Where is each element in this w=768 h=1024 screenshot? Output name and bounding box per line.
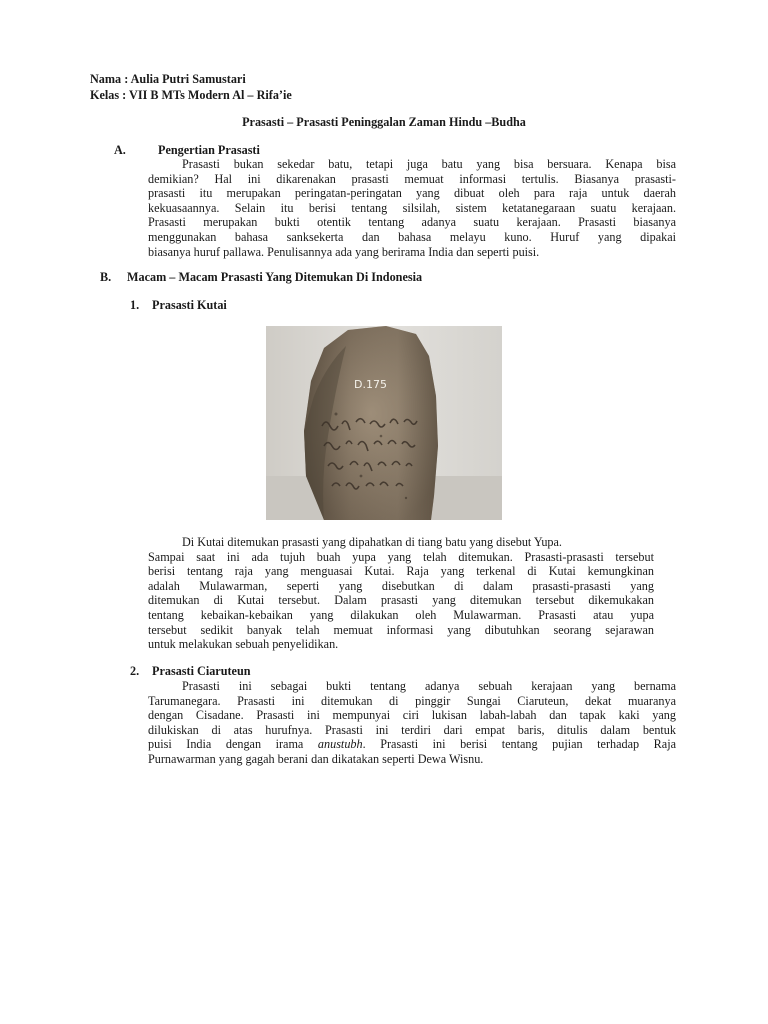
paragraph-line: Tarumanegara. Prasasti ini ditemukan di pinggir Sungai Ciaruteun, dekat muaranya — [148, 693, 676, 708]
item-2-paragraph — [148, 679, 676, 767]
section-a-heading: Pengertian Prasasti — [158, 143, 260, 157]
paragraph-line: tentang kebaikan-kebaikan yang dilakukan oleh Mulawarman. Prasasti atau yupa — [148, 607, 654, 622]
paragraph-line: prasasti itu merupakan peringatan-peringatan yang dibuat oleh para raja untuk daerah — [148, 186, 676, 201]
line-text: puisi India dengan irama — [148, 737, 318, 752]
photo-label: D.175 — [354, 378, 387, 391]
item-1-number: 1. — [130, 298, 140, 312]
paragraph-line: kekuasaannya. Selain itu berisi tentang silsilah, sistem ketatanegaraan suatu kerajaan. — [148, 200, 676, 215]
paragraph-line: biasanya huruf pallawa. Penulisannya ada yang berirama India dan seperti puisi. — [148, 244, 540, 259]
paragraph-line: ditemukan di Kutai tersebut. Dalam prasasti yang ditemukan tersebut dikemukakan — [148, 593, 654, 608]
meter-name: anustubh — [317, 737, 363, 752]
paragraph-line: Prasasti ini sebagai bukti tentang adanya sebuah kerajaan yang bernama — [182, 679, 676, 693]
paragraph-line: Di Kutai ditemukan prasasti yang dipahatkan di tiang batu yang disebut Yupa. — [182, 535, 562, 549]
student-class: Kelas : VII B MTs Modern Al – Rifa’ie — [90, 88, 292, 102]
paragraph-line: Prasasti merupakan bukti otentik tentang adanya suatu kerajaan. Prasasti biasanya — [148, 215, 676, 230]
section-b-letter: B. — [100, 270, 112, 284]
student-name: Nama : Aulia Putri Samustari — [90, 72, 246, 86]
paragraph-line: menggunakan bahasa sanksekerta dan bahasa melayu kuno. Huruf yang dipakai — [148, 229, 676, 244]
kutai-inscription-photo — [266, 326, 502, 520]
item-1-heading: Prasasti Kutai — [152, 298, 227, 312]
paragraph-line: Purnawarman yang gagah berani dan dikatakan seperti Dewa Wisnu. — [148, 751, 484, 766]
page-title: Prasasti – Prasasti Peninggalan Zaman Hindu –Budha — [242, 115, 526, 129]
paragraph-line: berisi tentang raja yang menguasai Kutai. Raja yang terkenal di Kutai kemungkinan — [148, 564, 654, 579]
section-b-heading: Macam – Macam Prasasti Yang Ditemukan Di Indonesia — [127, 270, 423, 284]
item-2-number: 2. — [130, 664, 140, 678]
paragraph-line: dilukiskan di atas hurufnya. Prasasti ini terdiri dari empat baris, ditulis dalam bentuk — [148, 722, 676, 737]
paragraph-line-mixed — [148, 737, 676, 752]
item-2-heading: Prasasti Ciaruteun — [152, 664, 251, 678]
section-a-letter: A. — [114, 143, 126, 157]
paragraph-line: Sampai saat ini ada tujuh buah yupa yang telah ditemukan. Prasasti-prasasti tersebut — [148, 549, 654, 564]
item-1-paragraph — [148, 535, 654, 652]
section-a-paragraph — [148, 157, 676, 259]
paragraph-line: Prasasti bukan sekedar batu, tetapi juga batu yang bisa bersuara. Kenapa bisa — [182, 157, 676, 171]
paragraph-line: demikian? Hal ini dikarenakan prasasti memuat informasi tertulis. Biasanya prasasti- — [148, 171, 676, 186]
paragraph-line: tersebut sedikit banyak telah memuat informasi yang dibutuhkan seorang sejarawan — [148, 622, 654, 637]
paragraph-line: dengan Cisadane. Prasasti ini mempunyai ciri lukisan labah-labah dan tapak kaki yang — [148, 708, 676, 723]
paragraph-line: untuk melakukan sebuah penyelidikan. — [148, 637, 339, 652]
paragraph-line: adalah Mulawarman, seperti yang disebutkan di dalam prasasti-prasasti yang — [148, 578, 654, 593]
line-text: . Prasasti ini berisi tentang pujian terhadap Raja — [362, 737, 677, 752]
